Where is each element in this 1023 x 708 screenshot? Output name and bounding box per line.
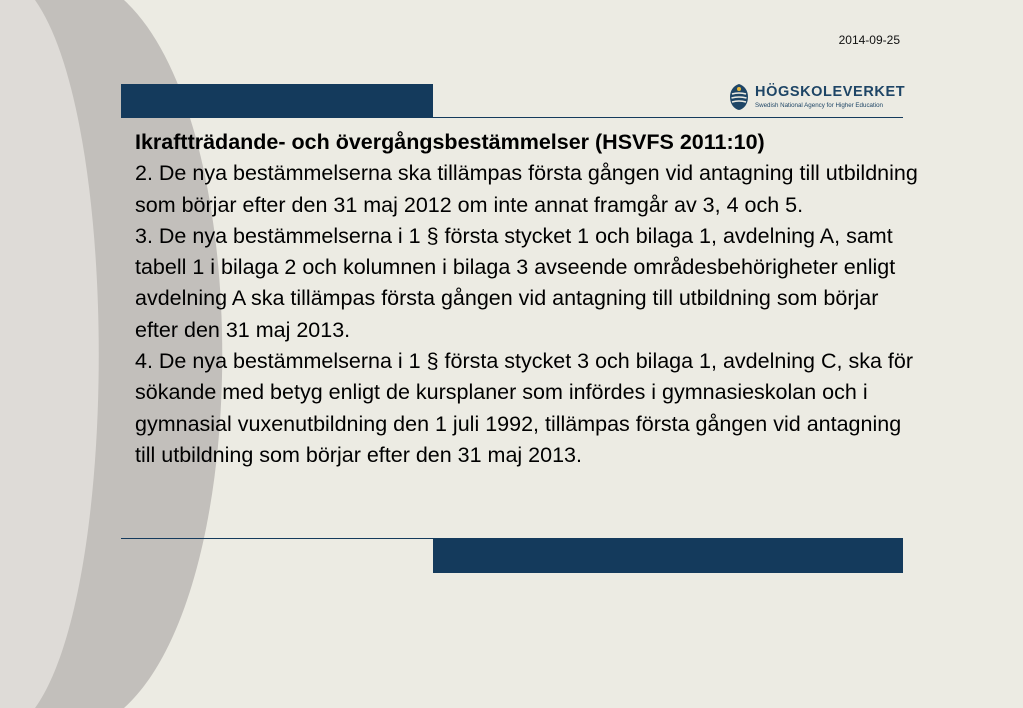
hogskoleverket-logo (729, 80, 909, 114)
paragraph-2: 2. De nya bestämmelserna ska tillämpas första gången vid antagning till utbildning som börjar efter den 31 maj 2012 om inte annat framgår av 3, 4 och 5. (135, 161, 918, 217)
header-rule (121, 117, 903, 118)
logo-emblem-icon (729, 83, 749, 111)
paragraph-3: 3. De nya bestämmelserna i 1 § första stycket 1 och bilaga 1, avdelning A, samt tabell 1 i bilaga 2 och kolumnen i bilaga 3 avseende områdesbehörigheter enligt avdelning A ska tillämpas första gången vid antagning till utbildning som börjar efter den 31 maj 2013. (135, 223, 896, 342)
paragraph-4: 4. De nya bestämmelserna i 1 § första stycket 3 och bilaga 1, avdelning C, ska för sökande med betyg enligt de kursplaner som infördes i gymnasieskolan och i gymnasial vuxenutbildning den 1 juli 1992, tillämpas första gången vid antagning till utbildning som börjar efter den 31 maj 2013. (135, 349, 913, 467)
slide-heading: Ikraftträdande- och övergångsbestämmelser (HSVFS 2011:10) (135, 130, 765, 154)
logo-subtitle: Swedish National Agency for Higher Education (755, 101, 883, 109)
logo-name: HÖGSKOLEVERKET (755, 84, 906, 101)
slide-date: 2014-09-25 (838, 33, 900, 47)
footer-bar (433, 539, 903, 573)
header-bar (121, 84, 433, 117)
footer-rule (121, 538, 903, 539)
slide-body (135, 127, 925, 471)
